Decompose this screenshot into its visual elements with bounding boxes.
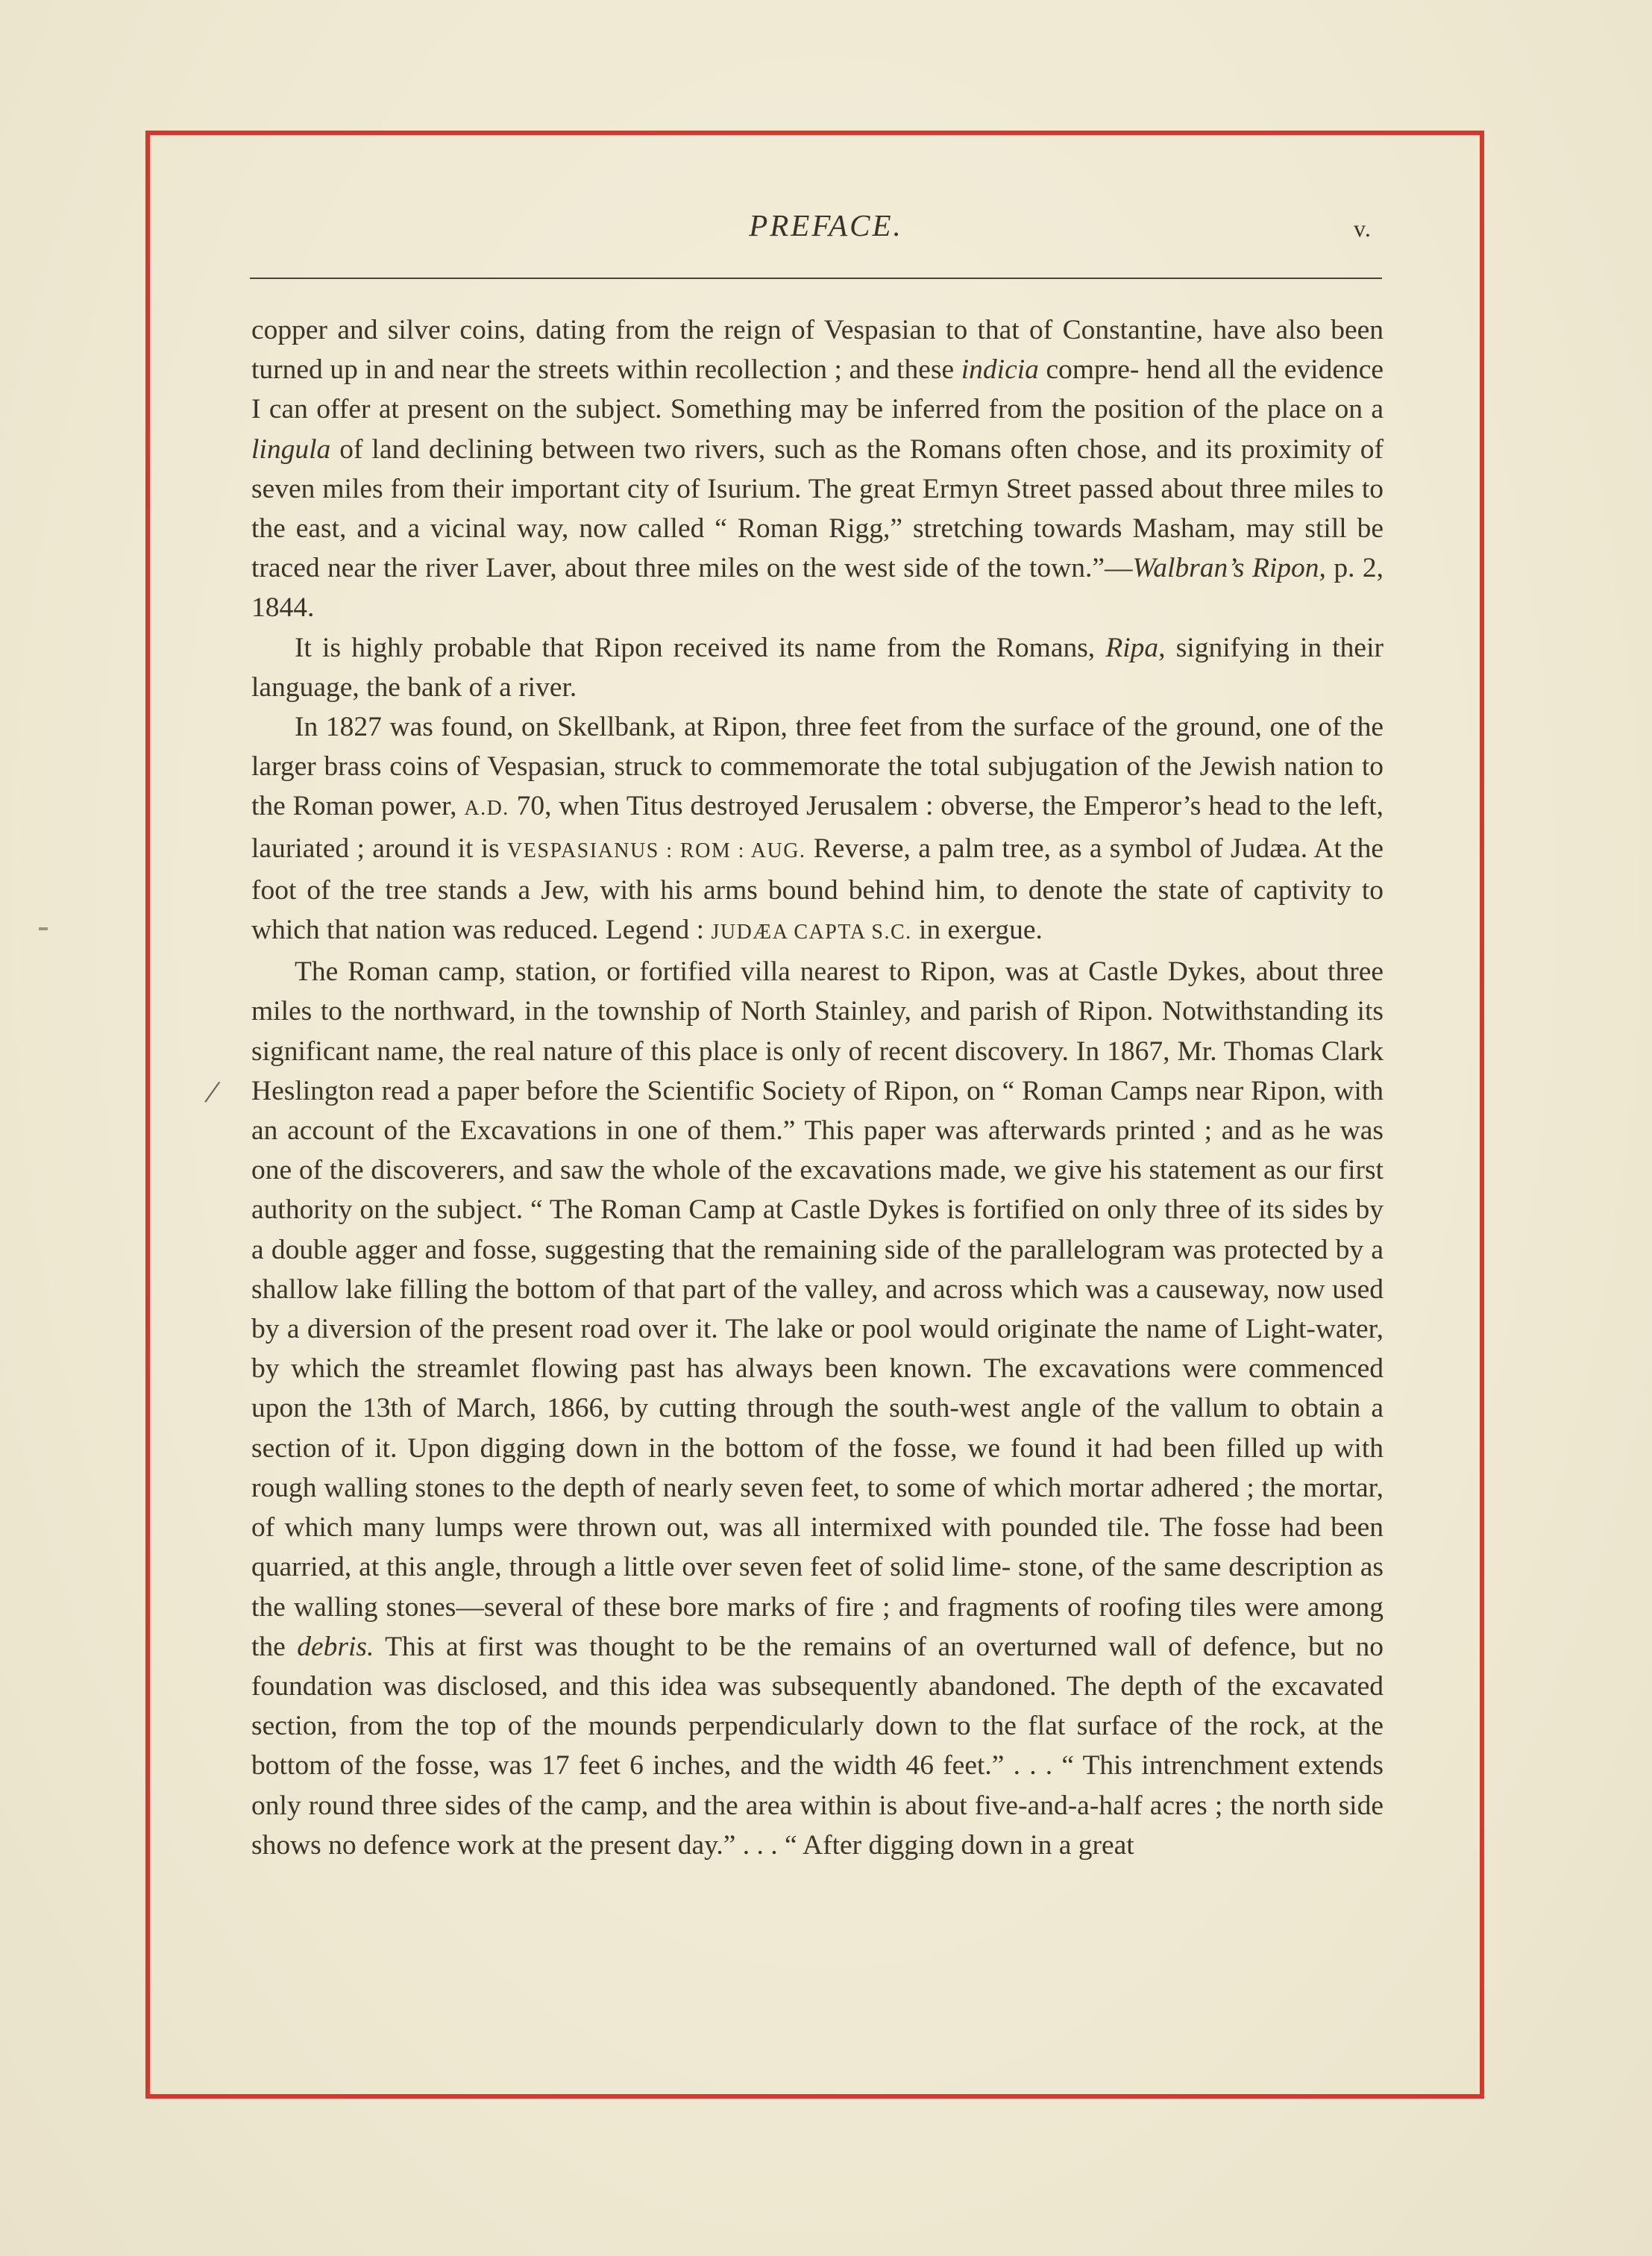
paper-speck: [39, 927, 48, 930]
page-number: v.: [1354, 215, 1372, 242]
paragraph-4: The Roman camp, station, or fortified villa nearest to Ripon, was at Castle Dykes, about three miles to the northward, in the township of North Stainley, and parish of Ripon. Notwithstanding its significant name, the real nature of this place is only of recent discovery. In 1867, Mr. Thomas Clark Heslington read a paper before the Scientific Society of Ripon, on “ Roman Camps near Ripon, with an account of the Excavations in one of them.” This paper was afterwards printed ; and as he was one of the discoverers, and saw the whole of the excavations made, we give his statement as our first authority on the subject. “ The Roman Camp at Castle Dykes is fortified on only three of its sides by a double agger and fosse, suggesting that the remaining side of the parallelogram was protected by a shallow lake filling the bottom of that part of the valley, and across which was a causeway, now used by a diversion of the present road over it. The lake or pool would originate the name of Light-water, by which the streamlet flowing past has always been known. The excavations were commenced upon the 13th of March, 1866, by cutting through the south-west angle of the vallum to obtain a section of it. Upon digging down in the bottom of the fosse, we found it had been filled up with rough walling stones to the depth of nearly seven feet, to some of which mortar adhered ; the mortar, of which many lumps were thrown out, was all intermixed with pounded tile. The fosse had been quarried, at this angle, through a little over seven feet of solid lime- stone, of the same description as the walling stones—several of these bore marks of fire ; and fragments of roofing tiles were among the debris. This at first was thought to be the remains of an overturned wall of defence, but no foundation was disclosed, and this idea was subsequently abandoned. The depth of the excavated section, from the top of the mounds perpendicularly down to the flat surface of the rock, at the bottom of the fosse, was 17 feet 6 inches, and the width 46 feet.” . . . “ This intrenchment extends only round three sides of the camp, and the area within is about five-and-a-half acres ; the north side shows no defence work at the present day.” . . . “ After digging down in a great: [251, 956, 1384, 1861]
header-rule: [250, 278, 1382, 279]
paragraph-1: copper and silver coins, dating from the reign of Vespasian to that of Constantine, have also been turned up in and near the streets within recollection ; and these indicia compre- hend all the evidence I can offer at present on the subject. Something may be inferred from the position of the place on a lingula of land declining between two rivers, such as the Romans often chose, and its proximity of seven miles from their important city of Isurium. The great Ermyn Street passed about three miles to the east, and a vicinal way, now called “ Roman Rigg,” stretching towards Masham, may still be traced near the river Laver, about three miles on the west side of the town.”—Walbran’s Ripon, p. 2, 1844.: [251, 315, 1384, 624]
page-title: PREFACE.: [749, 208, 903, 242]
body-text: [251, 310, 1384, 1865]
paragraph-3: In 1827 was found, on Skellbank, at Ripon, three feet from the surface of the ground, one of the larger brass coins of Vespasian, struck to commemorate the total subjugation of the Jewish nation to the Roman power, A.D. 70, when Titus destroyed Jerusalem : obverse, the Emperor’s head to the left, lauriated ; around it is VESPASIANUS : ROM : AUG. Reverse, a palm tree, as a symbol of Judæa. At the foot of the tree stands a Jew, with his arms bound behind him, to denote the state of captivity to which that nation was reduced. Legend : JUDÆA CAPTA S.C. in exergue.: [251, 712, 1384, 946]
paragraph-2: It is highly probable that Ripon received its name from the Romans, Ripa, signifying in their language, the bank of a river.: [251, 632, 1384, 703]
margin-pencil-mark: /: [204, 1073, 219, 1111]
